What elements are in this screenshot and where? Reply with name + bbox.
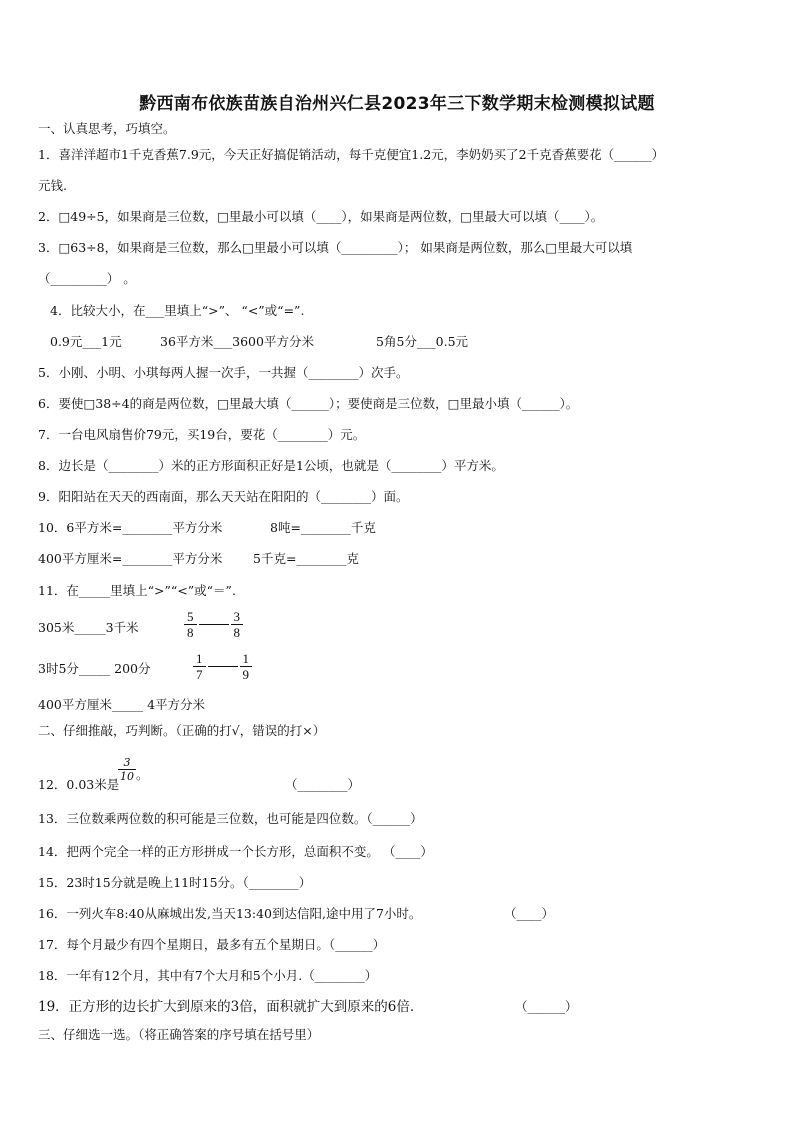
- page-title: 黔西南布依族苗族自治州兴仁县2023年三下数学期末检测模拟试题: [139, 94, 655, 114]
- fraction: $\frac{3}{10}$: [120, 756, 134, 783]
- question-19: 19．正方形的边长扩大到原来的3倍，面积就扩大到原来的6倍．: [38, 999, 424, 1015]
- question-11-prompt: 11．在_____里填上“>”“<”或“＝”.: [38, 583, 236, 598]
- question-8: 8．边长是（________）米的正方形面积正好是1公顷，也就是（________）平方米。: [38, 458, 504, 473]
- question-12-answer: （________）: [285, 777, 361, 792]
- question-3-line-2: （_________） 。: [38, 271, 136, 286]
- question-12-text: 12．0.03米是: [38, 777, 120, 792]
- fraction: $\frac{1}{9}$: [240, 651, 253, 682]
- question-16: 16．一列火车8:40从麻城出发,当天13:40到达信阳,途中用了7小时。: [38, 906, 422, 921]
- question-9: 9．阳阳站在天天的西南面，那么天天站在阳阳的（________）面。: [38, 489, 409, 504]
- question-16-answer: （____）: [504, 906, 555, 921]
- fraction: $\frac{3}{8}$: [231, 609, 244, 640]
- question-11-item-3: 400平方厘米_____ 4平方分米: [38, 697, 206, 712]
- question-10-item-2: 8吨=________千克: [270, 520, 376, 535]
- question-14: 14．把两个完全一样的正方形拼成一个长方形，总面积不变。 （____）: [38, 844, 433, 859]
- question-10-item-1: 10．6平方米=________平方分米: [38, 520, 223, 535]
- question-10-item-3: 400平方厘米=________平方分米: [38, 551, 223, 566]
- fraction: $\frac{5}{8}$: [184, 609, 197, 640]
- question-10-item-4: 5千克=________克: [253, 551, 359, 566]
- question-12-fraction: $\frac{3}{10}$ 。: [120, 756, 149, 783]
- blank-line: [208, 666, 238, 667]
- question-7: 7．一台电风扇售价79元，买19台，要花（________）元。: [38, 427, 366, 442]
- section-1-heading: 一、认真思考，巧填空。: [38, 121, 176, 136]
- question-1-line-1: 1．喜洋洋超市1千克香蕉7.9元，今天正好搞促销活动，每千克便宜1.2元，李奶奶买了2千克香蕉要花（______）: [38, 147, 665, 162]
- question-11-fraction-compare-1: [183, 609, 244, 640]
- question-5: 5．小刚、小明、小琪每两人握一次手，一共握（________）次手。: [38, 365, 409, 380]
- question-4-item-2: 36平方米___3600平方分米: [160, 334, 314, 349]
- question-13: 13．三位数乘两位数的积可能是三位数，也可能是四位数。（______）: [38, 811, 423, 826]
- fraction: $\frac{1}{7}$: [193, 651, 206, 682]
- blank-line: [199, 624, 229, 625]
- question-6: 6．要使□38÷4的商是两位数，□里最大填（______）；要使商是三位数，□里最小填（______）。: [38, 396, 579, 411]
- question-11-fraction-compare-2: [192, 651, 253, 682]
- question-19-answer: （______）: [515, 999, 578, 1014]
- question-4-item-3: 5角5分___0.5元: [376, 334, 469, 349]
- question-18: 18．一年有12个月，其中有7个大月和5个小月.（________）: [38, 968, 378, 983]
- question-4-item-1: 0.9元___1元: [50, 334, 122, 349]
- question-11-item-2: 3时5分_____ 200分: [38, 661, 151, 676]
- question-1-line-2: 元钱.: [38, 178, 67, 193]
- question-4-prompt: 4．比较大小，在___里填上“>”、 “<”或“=”.: [50, 303, 305, 318]
- section-2-heading: 二、仔细推敲，巧判断。（正确的打√，错误的打×）: [38, 723, 326, 738]
- question-3-line-1: 3．□63÷8，如果商是三位数，那么□里最小可以填（_________）； 如果商是两位数，那么□里最大可以填: [38, 240, 633, 255]
- question-12: [38, 776, 119, 794]
- question-15: 15．23时15分就是晚上11时15分。（________）: [38, 875, 312, 890]
- question-17: 17．每个月最少有四个星期日，最多有五个星期日。（______）: [38, 937, 386, 952]
- question-2: 2．□49÷5，如果商是三位数，□里最小可以填（____），如果商是两位数，□里最大可以填（____）。: [38, 209, 604, 224]
- section-3-heading: 三、仔细选一选。（将正确答案的序号填在括号里）: [38, 1027, 320, 1042]
- question-11-item-1: 305米_____3千米: [38, 620, 139, 635]
